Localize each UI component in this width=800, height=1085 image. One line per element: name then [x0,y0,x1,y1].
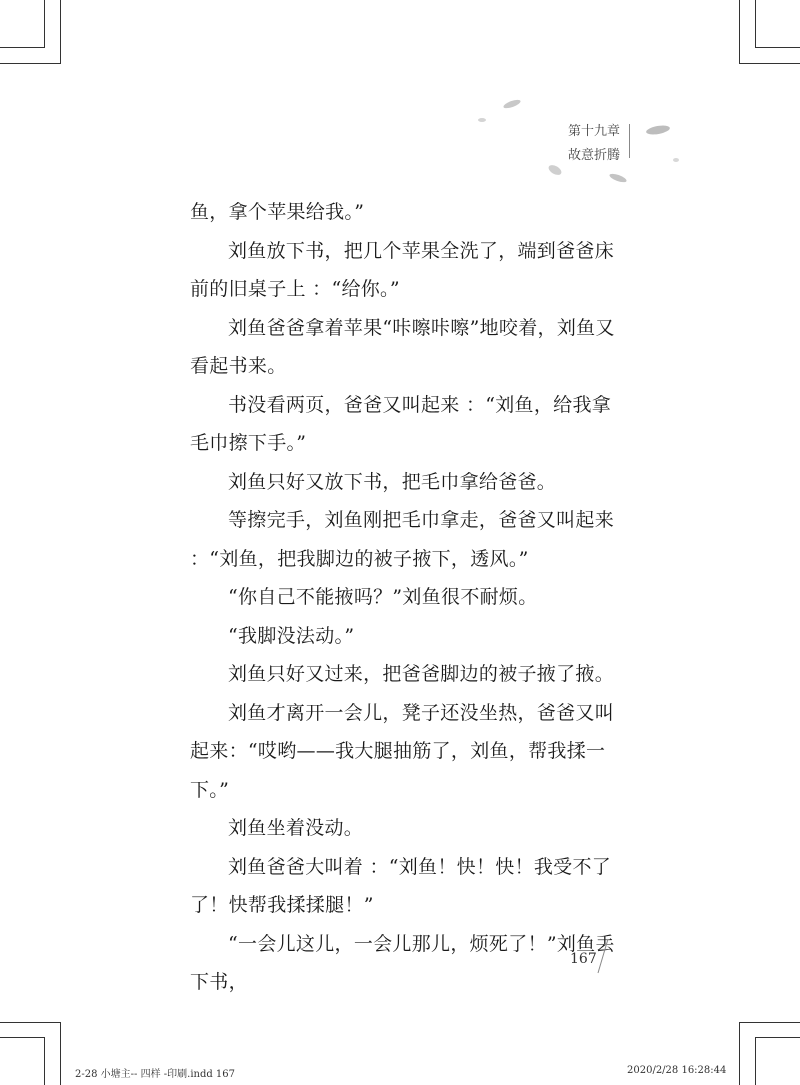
petal-shape [478,118,486,122]
page-number: 167 [570,951,597,967]
running-header [568,120,620,168]
crop-mark-bottom-right-h [740,1022,800,1023]
chapter-number: 第十九章 [567,124,620,139]
petal-decoration [0,0,800,220]
paragraph: “我脚没法动。” [228,624,355,647]
paragraph: 鱼，拿个苹果给我。” [190,201,365,223]
slug-filename: 2-28 小塘主-- 四样 -印刷.indd 167 [75,1069,236,1080]
petal-shape [547,163,563,177]
petal-shape [503,98,522,110]
crop-mark-bottom-left-v [44,1037,45,1085]
paragraph: “你自己不能掖吗？”刘鱼很不耐烦。 [228,586,538,608]
crop-mark-bottom-left-h [0,1022,60,1023]
crop-mark-bottom-left-v2 [60,1022,61,1085]
header-divider [629,124,630,158]
paragraph: 刘鱼只好又过来，把爸爸脚边的被子掖了掖。 [228,663,615,685]
paragraph: 刘鱼爸爸大叫着 ：“刘鱼！快！快！我受不了了！快帮我揉揉腿！” [190,855,612,916]
petal-shape [645,124,670,136]
body-text [190,193,630,1002]
crop-mark-bottom-right-v [755,1037,756,1085]
paragraph: 刘鱼坐着没动。 [228,817,364,839]
paragraph: “一会儿这儿，一会儿那儿，烦死了！”刘鱼丢下书， [190,932,615,993]
paragraph: 刘鱼只好又放下书，把毛巾拿给爸爸。 [228,470,557,493]
paragraph: 书没看两页，爸爸又叫起来 ：“刘鱼，给我拿毛巾擦下手。” [190,393,612,454]
paragraph: 刘鱼放下书，把几个苹果全洗了，端到爸爸床前的旧桌子上 ：“给你。” [190,239,615,300]
paragraph: 刘鱼爸爸拿着苹果“咔嚓咔嚓”地咬着，刘鱼又看起书来。 [190,316,615,377]
crop-mark-bottom-left-h2 [0,1037,44,1038]
page-number-slash [596,938,610,974]
crop-mark-bottom-right-v2 [739,1022,740,1085]
petal-shape [609,172,628,184]
petal-shape [673,158,679,162]
paragraph: 刘鱼才离开一会儿，凳子还没坐热，爸爸又叫起来：“哎哟——我大腿抽筋了，刘鱼，帮我揉一下。” [190,701,615,801]
crop-mark-bottom-right-h2 [756,1037,800,1038]
slug-timestamp: 2020/2/28 16:28:44 [627,1065,727,1076]
paragraph: 等擦完手，刘鱼刚把毛巾拿走，爸爸又叫起来 ：“刘鱼，把我脚边的被子掖下，透风。” [190,509,615,570]
chapter-title: 故意折腾 [567,148,620,163]
